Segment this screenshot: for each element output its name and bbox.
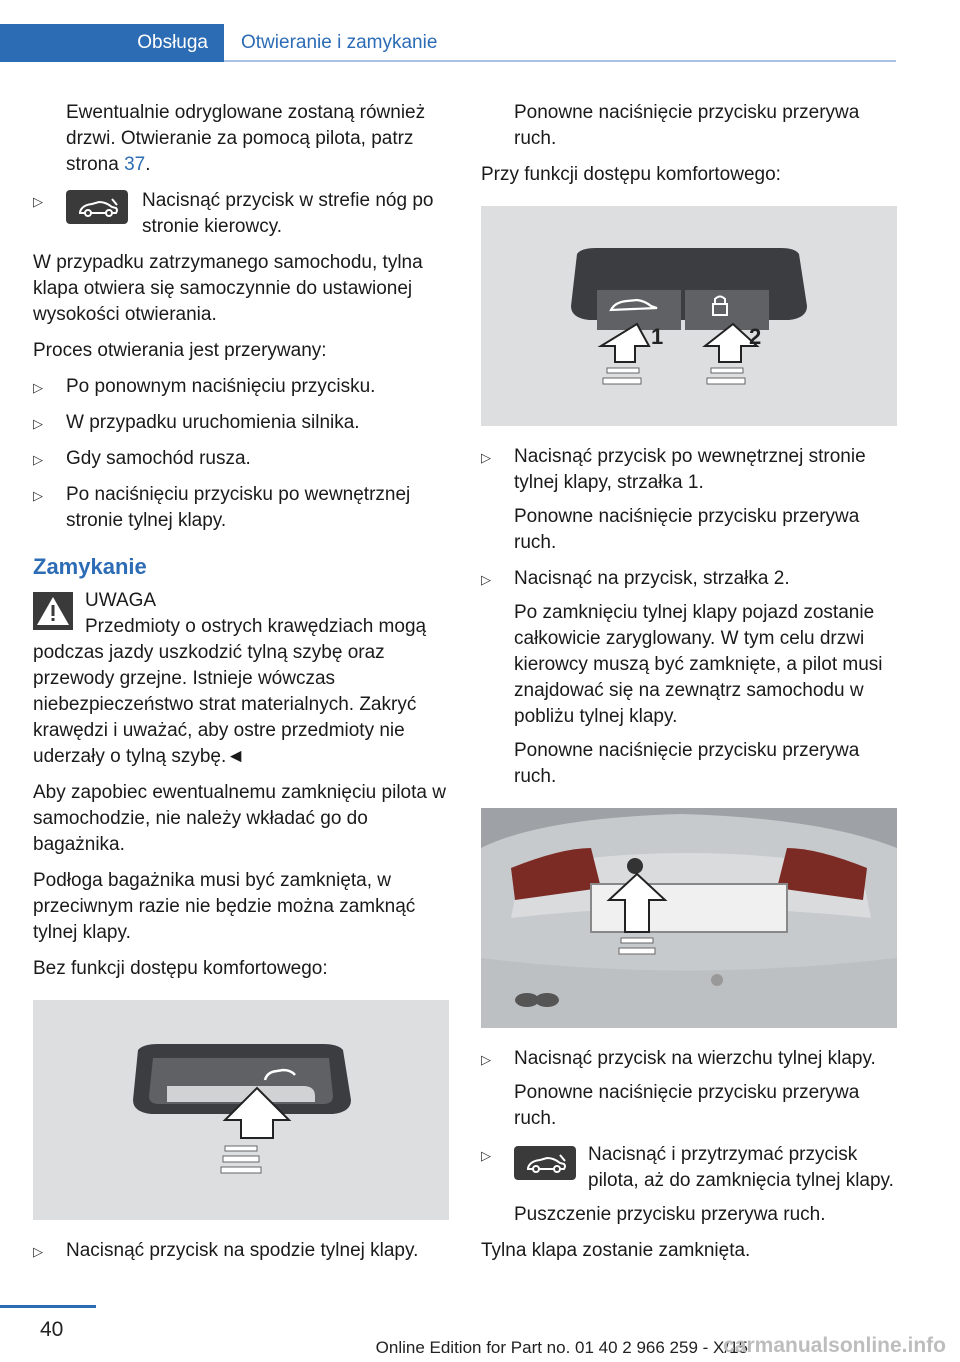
list-item: ▷ Nacisnąć przycisk na spodzie tylnej klapy. [33,1238,449,1264]
list-item: ▷ Nacisnąć przycisk w strefie nóg po stronie kierowcy. [33,190,434,237]
bullet-triangle-icon: ▷ [33,416,43,431]
paragraph-floor: Podłoga bagażnika musi być zamknięta, w przeciwnym razie nie będzie można zamknąć tylnej klapy. [33,870,416,943]
warning-title: UWAGA [85,590,157,611]
paragraph-with-comfort: Przy funkcji dostępu komfortowego: [481,164,781,185]
figure-button-single [33,1000,449,1220]
warning-box [33,588,449,770]
right-column [481,100,897,1274]
list-item: ▷ Gdy samochód rusza. [33,446,449,472]
section-heading: Zamykanie [33,554,147,579]
bullet-triangle-icon: ▷ [33,380,43,395]
trunk-key-icon [514,1146,576,1180]
paragraph-interrupt: Ponowne naciśnięcie przycisku przerywa ruch. [514,102,860,149]
section-tab[interactable]: Obsługa [0,24,224,62]
paragraph-interrupted: Proces otwierania jest przerywany: [33,340,327,361]
paragraph-remote: Aby zapobiec ewentualnemu zamknięciu pilota w samochodzie, nie należy wkładać go do bagażnika. [33,782,446,855]
list-item: ▷ Po naciśnięciu przycisku po wewnętrznej stronie tylnej klapy. [33,484,411,531]
page-link[interactable]: 37 [124,154,146,175]
list-item: ▷ Po ponownym naciśnięciu przycisku. [33,374,449,400]
figure-button-double [481,206,897,426]
list-item: ▷ Nacisnąć przycisk po wewnętrznej stronie tylnej klapy, strzałka 1. Ponowne naciśnięcie przycisku przerywa ruch. [481,446,866,553]
page-header [0,24,896,62]
paragraph-without-comfort: Bez funkcji dostępu komfortowego: [33,958,328,979]
watermark: carmanualsonline.info [723,1334,946,1357]
paragraph-unlock-doors: Ewentualnie odryglowane zostaną również drzwi. Otwieranie za pomocą pilota, patrz strona 37. [66,102,426,175]
figure-car-rear [481,808,897,1028]
bullet-triangle-icon: ▷ [481,572,491,587]
bullet-triangle-icon: ▷ [481,1148,491,1163]
list-item: ▷ W przypadku uruchomienia silnika. [33,410,449,436]
list-item: ▷ Nacisnąć i przytrzymać przycisk pilota, aż do zamknięcia tylnej klapy. Puszczenie przycisku przerywa ruch. [481,1144,894,1225]
warning-text: Przedmioty o ostrych krawędziach mogą podczas jazdy uszkodzić tylną szybę oraz przewody grzejne. Istnieje wówczas niebezpieczeństwo strat materialnych. Zakryć krawędzi i uważać, aby ostre przedmioty nie uderzały o tylną szybę.◄ [33,616,427,767]
chapter-tab[interactable]: Otwieranie i zamykanie [224,24,896,62]
bullet-triangle-icon: ▷ [33,194,43,209]
paragraph-closed: Tylna klapa zostanie zamknięta. [481,1240,751,1261]
bullet-triangle-icon: ▷ [33,1244,43,1259]
footer-rule [0,1305,96,1308]
bullet-triangle-icon: ▷ [33,488,43,503]
bullet-triangle-icon: ▷ [481,1052,491,1067]
left-column [33,100,449,1274]
page-number: 40 [40,1318,64,1341]
list-item: ▷ Nacisnąć przycisk na wierzchu tylnej klapy. Ponowne naciśnięcie przycisku przerywa ruch. [481,1048,876,1129]
bullet-triangle-icon: ▷ [33,452,43,467]
trunk-key-icon [66,190,128,224]
bullet-triangle-icon: ▷ [481,450,491,465]
warning-icon [33,592,73,630]
arrow-label-2: 2 [749,324,762,349]
edition-text: Online Edition for Part no. 01 40 2 966 259 - X/15 [375,1338,748,1357]
list-item: ▷ Nacisnąć na przycisk, strzałka 2. Po zamknięciu tylnej klapy pojazd zostanie całkowicie zaryglowany. W tym celu drzwi kierowcy muszą być zamknięte, a pilot musi znajdować się na zewnątrz samochodu w pobliżu tylnej klapy. Ponowne naciśnięcie przycisku przerywa ruch. [481,568,883,787]
arrow-label-1: 1 [651,324,664,349]
paragraph-auto-open: W przypadku zatrzymanego samochodu, tylna klapa otwiera się samoczynnie do ustawionej wysokości otwierania. [33,252,423,325]
